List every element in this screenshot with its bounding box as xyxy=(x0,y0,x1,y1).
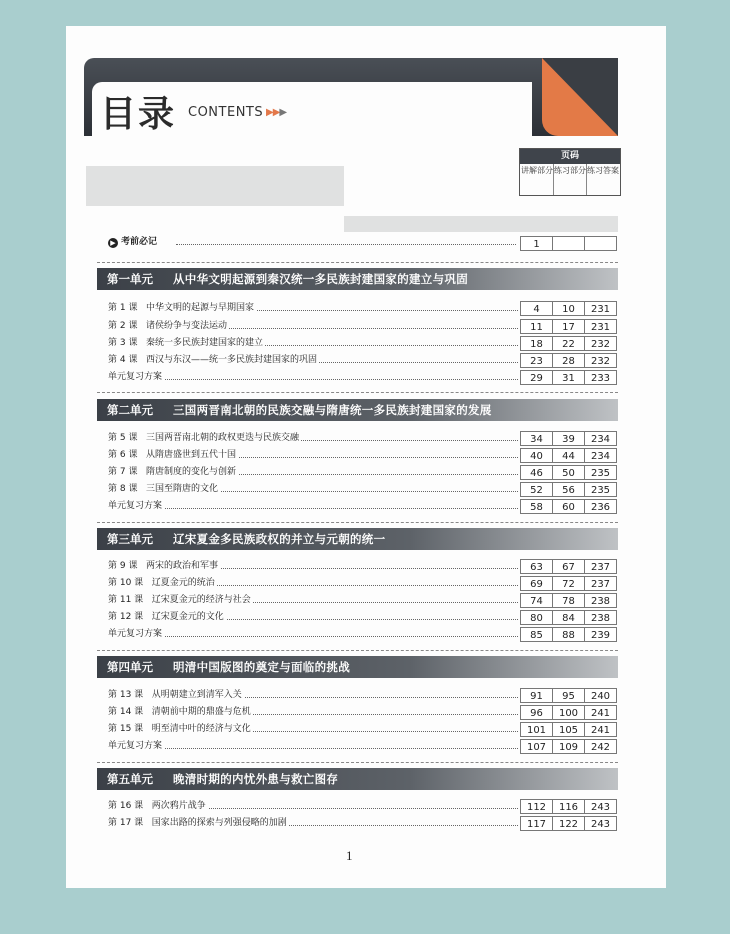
practice-page: 109 xyxy=(552,739,585,754)
prelude-entry[interactable] xyxy=(108,236,157,248)
lesson-title: 诸侯纷争与变法运动 xyxy=(146,321,228,331)
lecture-page: 52 xyxy=(520,482,553,497)
practice-page: 31 xyxy=(552,370,585,385)
dot-leader xyxy=(176,244,516,245)
page-numbers xyxy=(521,610,617,625)
unit-number: 第四单元 xyxy=(107,660,153,674)
practice-page: 10 xyxy=(552,301,585,316)
lecture-page: 107 xyxy=(520,739,553,754)
toc-entry[interactable] xyxy=(108,592,518,608)
toc-entry[interactable] xyxy=(108,352,518,368)
lesson-number: 第 15 课 xyxy=(108,724,144,734)
practice-page xyxy=(552,236,585,251)
toc-entry[interactable] xyxy=(108,704,518,720)
review-label: 单元复习方案 xyxy=(108,629,163,639)
prelude-pages xyxy=(521,236,617,251)
answer-page xyxy=(584,236,617,251)
lesson-title: 辽宋夏金元的文化 xyxy=(151,612,224,622)
lesson-title: 清朝前中期的鼎盛与危机 xyxy=(151,707,251,717)
practice-page: 67 xyxy=(552,559,585,574)
column-header-practice: 练习部分 xyxy=(554,166,586,175)
answer-page: 235 xyxy=(584,465,617,480)
lesson-title: 从隋唐盛世到五代十国 xyxy=(146,450,237,460)
answer-page: 236 xyxy=(584,499,617,514)
page-code-header xyxy=(519,148,621,196)
lecture-page: 58 xyxy=(520,499,553,514)
answer-page: 231 xyxy=(584,319,617,334)
answer-page: 243 xyxy=(584,816,617,831)
toc-entry[interactable] xyxy=(108,335,518,351)
column-header-lecture: 讲解部分 xyxy=(521,166,553,175)
answer-page: 243 xyxy=(584,799,617,814)
header-corner-decoration xyxy=(542,58,618,136)
practice-page: 22 xyxy=(552,336,585,351)
answer-page: 232 xyxy=(584,336,617,351)
lesson-title: 三国两晋南北朝的政权更迭与民族交融 xyxy=(146,433,300,443)
page-numbers xyxy=(521,482,617,497)
lecture-page: 80 xyxy=(520,610,553,625)
answer-page: 235 xyxy=(584,482,617,497)
lecture-page: 29 xyxy=(520,370,553,385)
practice-page: 95 xyxy=(552,688,585,703)
answer-page: 237 xyxy=(584,576,617,591)
practice-page: 105 xyxy=(552,722,585,737)
lesson-number: 第 6 课 xyxy=(108,450,138,460)
triple-arrow-icon: ▶▶▶ xyxy=(266,107,287,118)
lesson-title: 秦统一多民族封建国家的建立 xyxy=(146,338,264,348)
page-numbers xyxy=(521,559,617,574)
answer-page: 234 xyxy=(584,431,617,446)
lecture-page: 40 xyxy=(520,448,553,463)
toc-entry[interactable] xyxy=(108,721,518,737)
lesson-number: 第 13 课 xyxy=(108,690,144,700)
page-numbers xyxy=(521,319,617,334)
section-divider xyxy=(97,762,618,763)
lecture-page: 112 xyxy=(520,799,553,814)
dot-leader xyxy=(108,636,518,637)
unit-header[interactable] xyxy=(97,768,618,790)
lecture-page: 1 xyxy=(520,236,553,251)
lecture-page: 101 xyxy=(520,722,553,737)
toc-entry[interactable] xyxy=(108,798,518,814)
dot-leader xyxy=(108,379,518,380)
page-title: 目录 xyxy=(100,94,177,135)
toc-entry-review[interactable] xyxy=(108,626,518,642)
practice-page: 84 xyxy=(552,610,585,625)
answer-page: 238 xyxy=(584,610,617,625)
lesson-number: 第 7 课 xyxy=(108,467,138,477)
lecture-page: 63 xyxy=(520,559,553,574)
lecture-page: 91 xyxy=(520,688,553,703)
unit-number: 第五单元 xyxy=(107,772,153,786)
toc-entry[interactable] xyxy=(108,318,518,334)
section-divider xyxy=(97,392,618,393)
practice-page: 88 xyxy=(552,627,585,642)
lesson-number: 第 9 课 xyxy=(108,561,138,571)
lecture-page: 117 xyxy=(520,816,553,831)
answer-page: 241 xyxy=(584,722,617,737)
toc-entry-review[interactable] xyxy=(108,738,518,754)
section-divider xyxy=(97,262,618,263)
lesson-number: 第 17 课 xyxy=(108,818,144,828)
toc-entry[interactable] xyxy=(108,300,518,316)
practice-page: 39 xyxy=(552,431,585,446)
lesson-number: 第 2 课 xyxy=(108,321,138,331)
page-numbers xyxy=(521,576,617,591)
page-numbers xyxy=(521,336,617,351)
unit-header[interactable] xyxy=(97,656,618,678)
answer-page: 234 xyxy=(584,448,617,463)
section-divider xyxy=(97,650,618,651)
practice-page: 17 xyxy=(552,319,585,334)
lecture-page: 46 xyxy=(520,465,553,480)
lesson-number: 第 16 课 xyxy=(108,801,144,811)
lesson-title: 隋唐制度的变化与创新 xyxy=(146,467,237,477)
practice-page: 44 xyxy=(552,448,585,463)
lecture-page: 34 xyxy=(520,431,553,446)
lesson-title: 明至清中叶的经济与文化 xyxy=(151,724,251,734)
page-numbers xyxy=(521,301,617,316)
lesson-number: 第 1 课 xyxy=(108,303,138,313)
answer-page: 241 xyxy=(584,705,617,720)
practice-page: 56 xyxy=(552,482,585,497)
page-numbers xyxy=(521,465,617,480)
toc-entry-review[interactable] xyxy=(108,369,518,385)
page-subtitle: CONTENTS xyxy=(188,105,264,120)
lesson-number: 第 14 课 xyxy=(108,707,144,717)
page-number: 1 xyxy=(346,848,353,863)
dot-leader xyxy=(108,508,518,509)
answer-page: 238 xyxy=(584,593,617,608)
unit-title: 辽宋夏金多民族政权的并立与元朝的统一 xyxy=(173,532,386,546)
unit-header[interactable] xyxy=(97,268,618,290)
practice-page: 116 xyxy=(552,799,585,814)
page-numbers xyxy=(521,499,617,514)
lecture-page: 18 xyxy=(520,336,553,351)
show-through-block xyxy=(86,166,344,206)
unit-number: 第二单元 xyxy=(107,403,153,417)
lecture-page: 11 xyxy=(520,319,553,334)
page-numbers xyxy=(521,593,617,608)
lesson-title: 辽宋夏金元的经济与社会 xyxy=(151,595,251,605)
lesson-number: 第 8 课 xyxy=(108,484,138,494)
toc-entry[interactable] xyxy=(108,447,518,463)
answer-page: 231 xyxy=(584,301,617,316)
dot-leader xyxy=(108,748,518,749)
toc-entry-review[interactable] xyxy=(108,498,518,514)
page-code-title: 页码 xyxy=(520,149,620,164)
unit-title: 明清中国版图的奠定与面临的挑战 xyxy=(173,660,350,674)
lesson-title: 西汉与东汉——统一多民族封建国家的巩固 xyxy=(146,355,318,365)
page-numbers xyxy=(521,353,617,368)
review-label: 单元复习方案 xyxy=(108,372,163,382)
page-numbers xyxy=(521,722,617,737)
lesson-title: 辽夏金元的统治 xyxy=(151,578,215,588)
toc-entry[interactable] xyxy=(108,558,518,574)
page-numbers xyxy=(521,816,617,831)
lesson-title: 国家出路的探索与列强侵略的加剧 xyxy=(151,818,287,828)
toc-entry[interactable] xyxy=(108,687,518,703)
lesson-title: 从明朝建立到清军入关 xyxy=(151,690,242,700)
practice-page: 122 xyxy=(552,816,585,831)
page-numbers xyxy=(521,799,617,814)
lecture-page: 85 xyxy=(520,627,553,642)
prelude-label: 考前必记 xyxy=(121,237,158,247)
practice-page: 100 xyxy=(552,705,585,720)
lesson-number: 第 12 课 xyxy=(108,612,144,622)
page-numbers xyxy=(521,448,617,463)
unit-title: 三国两晋南北朝的民族交融与隋唐统一多民族封建国家的发展 xyxy=(173,403,492,417)
lesson-number: 第 4 课 xyxy=(108,355,138,365)
practice-page: 60 xyxy=(552,499,585,514)
show-through-bar xyxy=(344,216,618,232)
lesson-title: 两宋的政治和军事 xyxy=(146,561,219,571)
review-label: 单元复习方案 xyxy=(108,501,163,511)
unit-title: 晚清时期的内忧外患与救亡图存 xyxy=(173,772,339,786)
answer-page: 239 xyxy=(584,627,617,642)
page-numbers xyxy=(521,705,617,720)
unit-number: 第一单元 xyxy=(107,272,153,286)
toc-entry[interactable] xyxy=(108,575,518,591)
unit-header[interactable] xyxy=(97,399,618,421)
page-numbers xyxy=(521,370,617,385)
toc-entry[interactable] xyxy=(108,464,518,480)
practice-page: 78 xyxy=(552,593,585,608)
unit-title: 从中华文明起源到秦汉统一多民族封建国家的建立与巩固 xyxy=(173,272,468,286)
lecture-page: 96 xyxy=(520,705,553,720)
lesson-number: 第 5 课 xyxy=(108,433,138,443)
unit-header[interactable] xyxy=(97,528,618,550)
page-numbers xyxy=(521,739,617,754)
answer-page: 242 xyxy=(584,739,617,754)
toc-entry[interactable] xyxy=(108,815,518,831)
page-numbers xyxy=(521,431,617,446)
page-numbers xyxy=(521,627,617,642)
lesson-number: 第 11 课 xyxy=(108,595,144,605)
answer-page: 232 xyxy=(584,353,617,368)
lecture-page: 23 xyxy=(520,353,553,368)
lesson-title: 两次鸦片战争 xyxy=(151,801,206,811)
toc-entry[interactable] xyxy=(108,609,518,625)
page-numbers xyxy=(521,688,617,703)
lecture-page: 4 xyxy=(520,301,553,316)
section-divider xyxy=(97,522,618,523)
lesson-number: 第 3 课 xyxy=(108,338,138,348)
lesson-title: 三国至隋唐的文化 xyxy=(146,484,219,494)
practice-page: 72 xyxy=(552,576,585,591)
toc-entry[interactable] xyxy=(108,481,518,497)
lecture-page: 74 xyxy=(520,593,553,608)
answer-page: 237 xyxy=(584,559,617,574)
answer-page: 240 xyxy=(584,688,617,703)
unit-number: 第三单元 xyxy=(107,532,153,546)
answer-page: 233 xyxy=(584,370,617,385)
column-header-answers: 练习答案 xyxy=(587,166,619,175)
play-icon: ▶ xyxy=(108,238,118,248)
toc-entry[interactable] xyxy=(108,430,518,446)
practice-page: 50 xyxy=(552,465,585,480)
lesson-number: 第 10 课 xyxy=(108,578,144,588)
review-label: 单元复习方案 xyxy=(108,741,163,751)
lesson-title: 中华文明的起源与早期国家 xyxy=(146,303,255,313)
practice-page: 28 xyxy=(552,353,585,368)
lecture-page: 69 xyxy=(520,576,553,591)
